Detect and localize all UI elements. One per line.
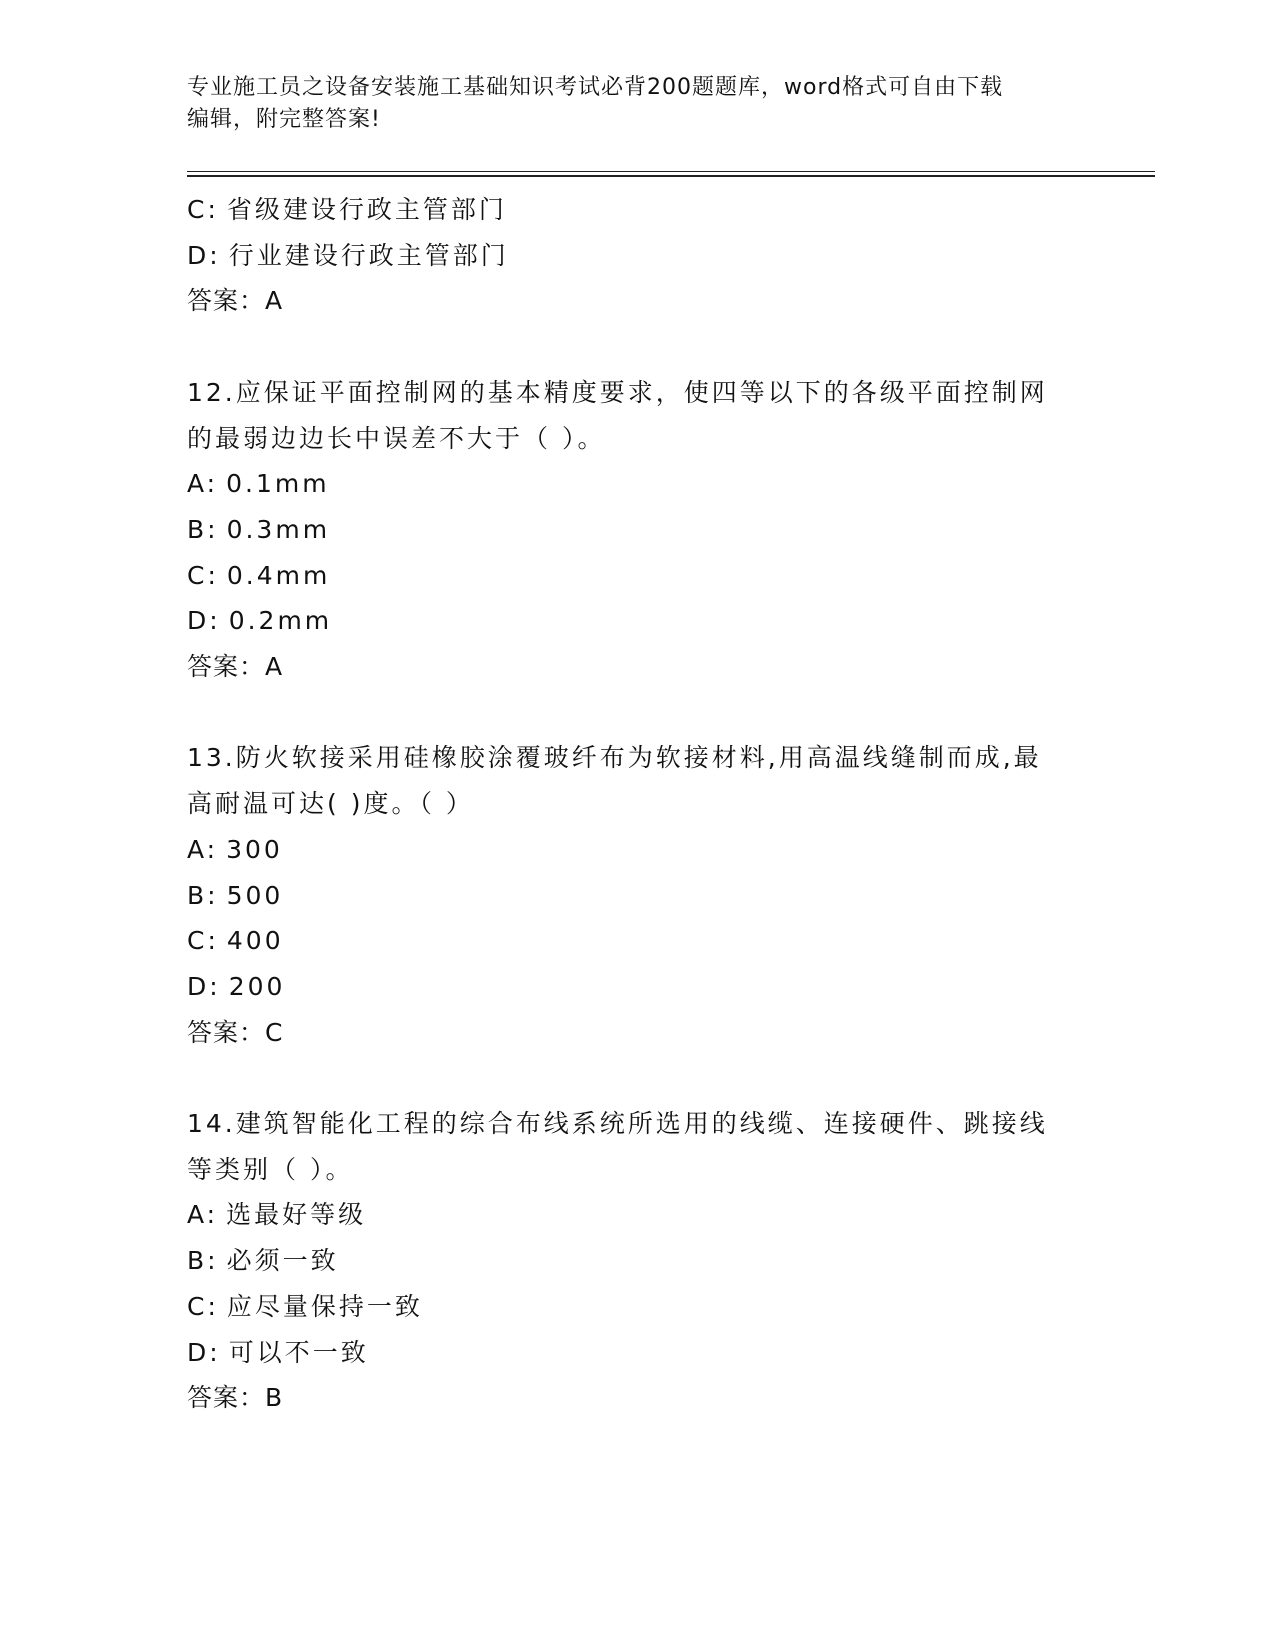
option-text: 0.4mm — [226, 560, 331, 590]
question-14 — [187, 1101, 1087, 1421]
option-text: 行业建设行政主管部门 — [228, 240, 509, 270]
option-text: 0.1mm — [226, 469, 330, 499]
option-text: 400 — [226, 926, 284, 956]
answer-line: 答案：A — [187, 286, 284, 316]
option-text: 0.3mm — [226, 514, 331, 544]
option-text: 300 — [226, 834, 283, 864]
question-text-line1: 13.防火软接采用硅橡胶涂覆玻纤布为软接材料,用高温线缝制而成,最 — [187, 743, 1042, 773]
spacer — [187, 1055, 1087, 1101]
answer-line: 答案：A — [187, 652, 284, 682]
option-label: A: — [187, 469, 219, 499]
spacer — [187, 690, 1087, 736]
option-text: 省级建设行政主管部门 — [226, 195, 507, 224]
option-d — [187, 598, 1087, 644]
option-c — [187, 1284, 1087, 1330]
header-title-line1: 专业施工员之设备安装施工基础知识考试必背200题题库，word格式可自由下载 — [187, 75, 1004, 100]
option-text: 必须一致 — [226, 1246, 339, 1276]
question-text-line1: 14.建筑智能化工程的综合布线系统所选用的线缆、连接硬件、跳接线 — [187, 1109, 1048, 1139]
option-text: 选最好等级 — [226, 1200, 367, 1230]
option-label: C: — [187, 926, 219, 956]
option-c — [187, 553, 1087, 599]
option-d — [187, 1330, 1087, 1376]
answer-line: 答案：C — [187, 1017, 284, 1047]
option-label: C: — [187, 560, 219, 590]
option-label: A: — [187, 834, 219, 864]
option-label: D: — [187, 1337, 221, 1367]
header-divider-thin — [187, 171, 1155, 172]
question-text-line2: 高耐温可达( )度。（ ） — [187, 789, 474, 819]
option-b — [187, 507, 1087, 553]
option-text: 500 — [226, 880, 284, 910]
option-d — [187, 964, 1087, 1010]
option-label: B: — [187, 514, 219, 544]
option-b — [187, 1238, 1087, 1284]
header-title-line2: 编辑，附完整答案! — [187, 107, 381, 132]
question-11-continuation — [187, 187, 1087, 324]
document-header — [187, 72, 1087, 136]
question-13 — [187, 735, 1087, 1055]
option-text: 200 — [228, 971, 286, 1001]
option-a — [187, 827, 1087, 873]
option-label: A: — [187, 1200, 219, 1230]
option-label: B: — [187, 1246, 219, 1276]
option-a — [187, 461, 1087, 507]
answer-line: 答案：B — [187, 1383, 284, 1413]
question-12 — [187, 370, 1087, 690]
option-text: 可以不一致 — [228, 1337, 369, 1367]
option-text: 0.2mm — [228, 606, 333, 636]
option-d — [187, 233, 1087, 279]
option-c — [187, 187, 1087, 233]
option-label: C: — [187, 1291, 219, 1321]
header-divider-thick — [187, 175, 1155, 177]
option-a — [187, 1192, 1087, 1238]
option-label: D: — [187, 240, 221, 270]
document-body — [187, 187, 1087, 1421]
option-b — [187, 873, 1087, 919]
option-label: D: — [187, 971, 221, 1001]
question-text-line2: 等类别（ ）。 — [187, 1154, 354, 1184]
spacer — [187, 324, 1087, 370]
option-label: C: — [187, 195, 219, 224]
option-label: D: — [187, 606, 221, 636]
question-text-line2: 的最弱边边长中误差不大于（ ）。 — [187, 423, 606, 453]
question-text-line1: 12.应保证平面控制网的基本精度要求，使四等以下的各级平面控制网 — [187, 377, 1048, 407]
option-c — [187, 918, 1087, 964]
option-text: 应尽量保持一致 — [226, 1291, 423, 1321]
option-label: B: — [187, 880, 219, 910]
